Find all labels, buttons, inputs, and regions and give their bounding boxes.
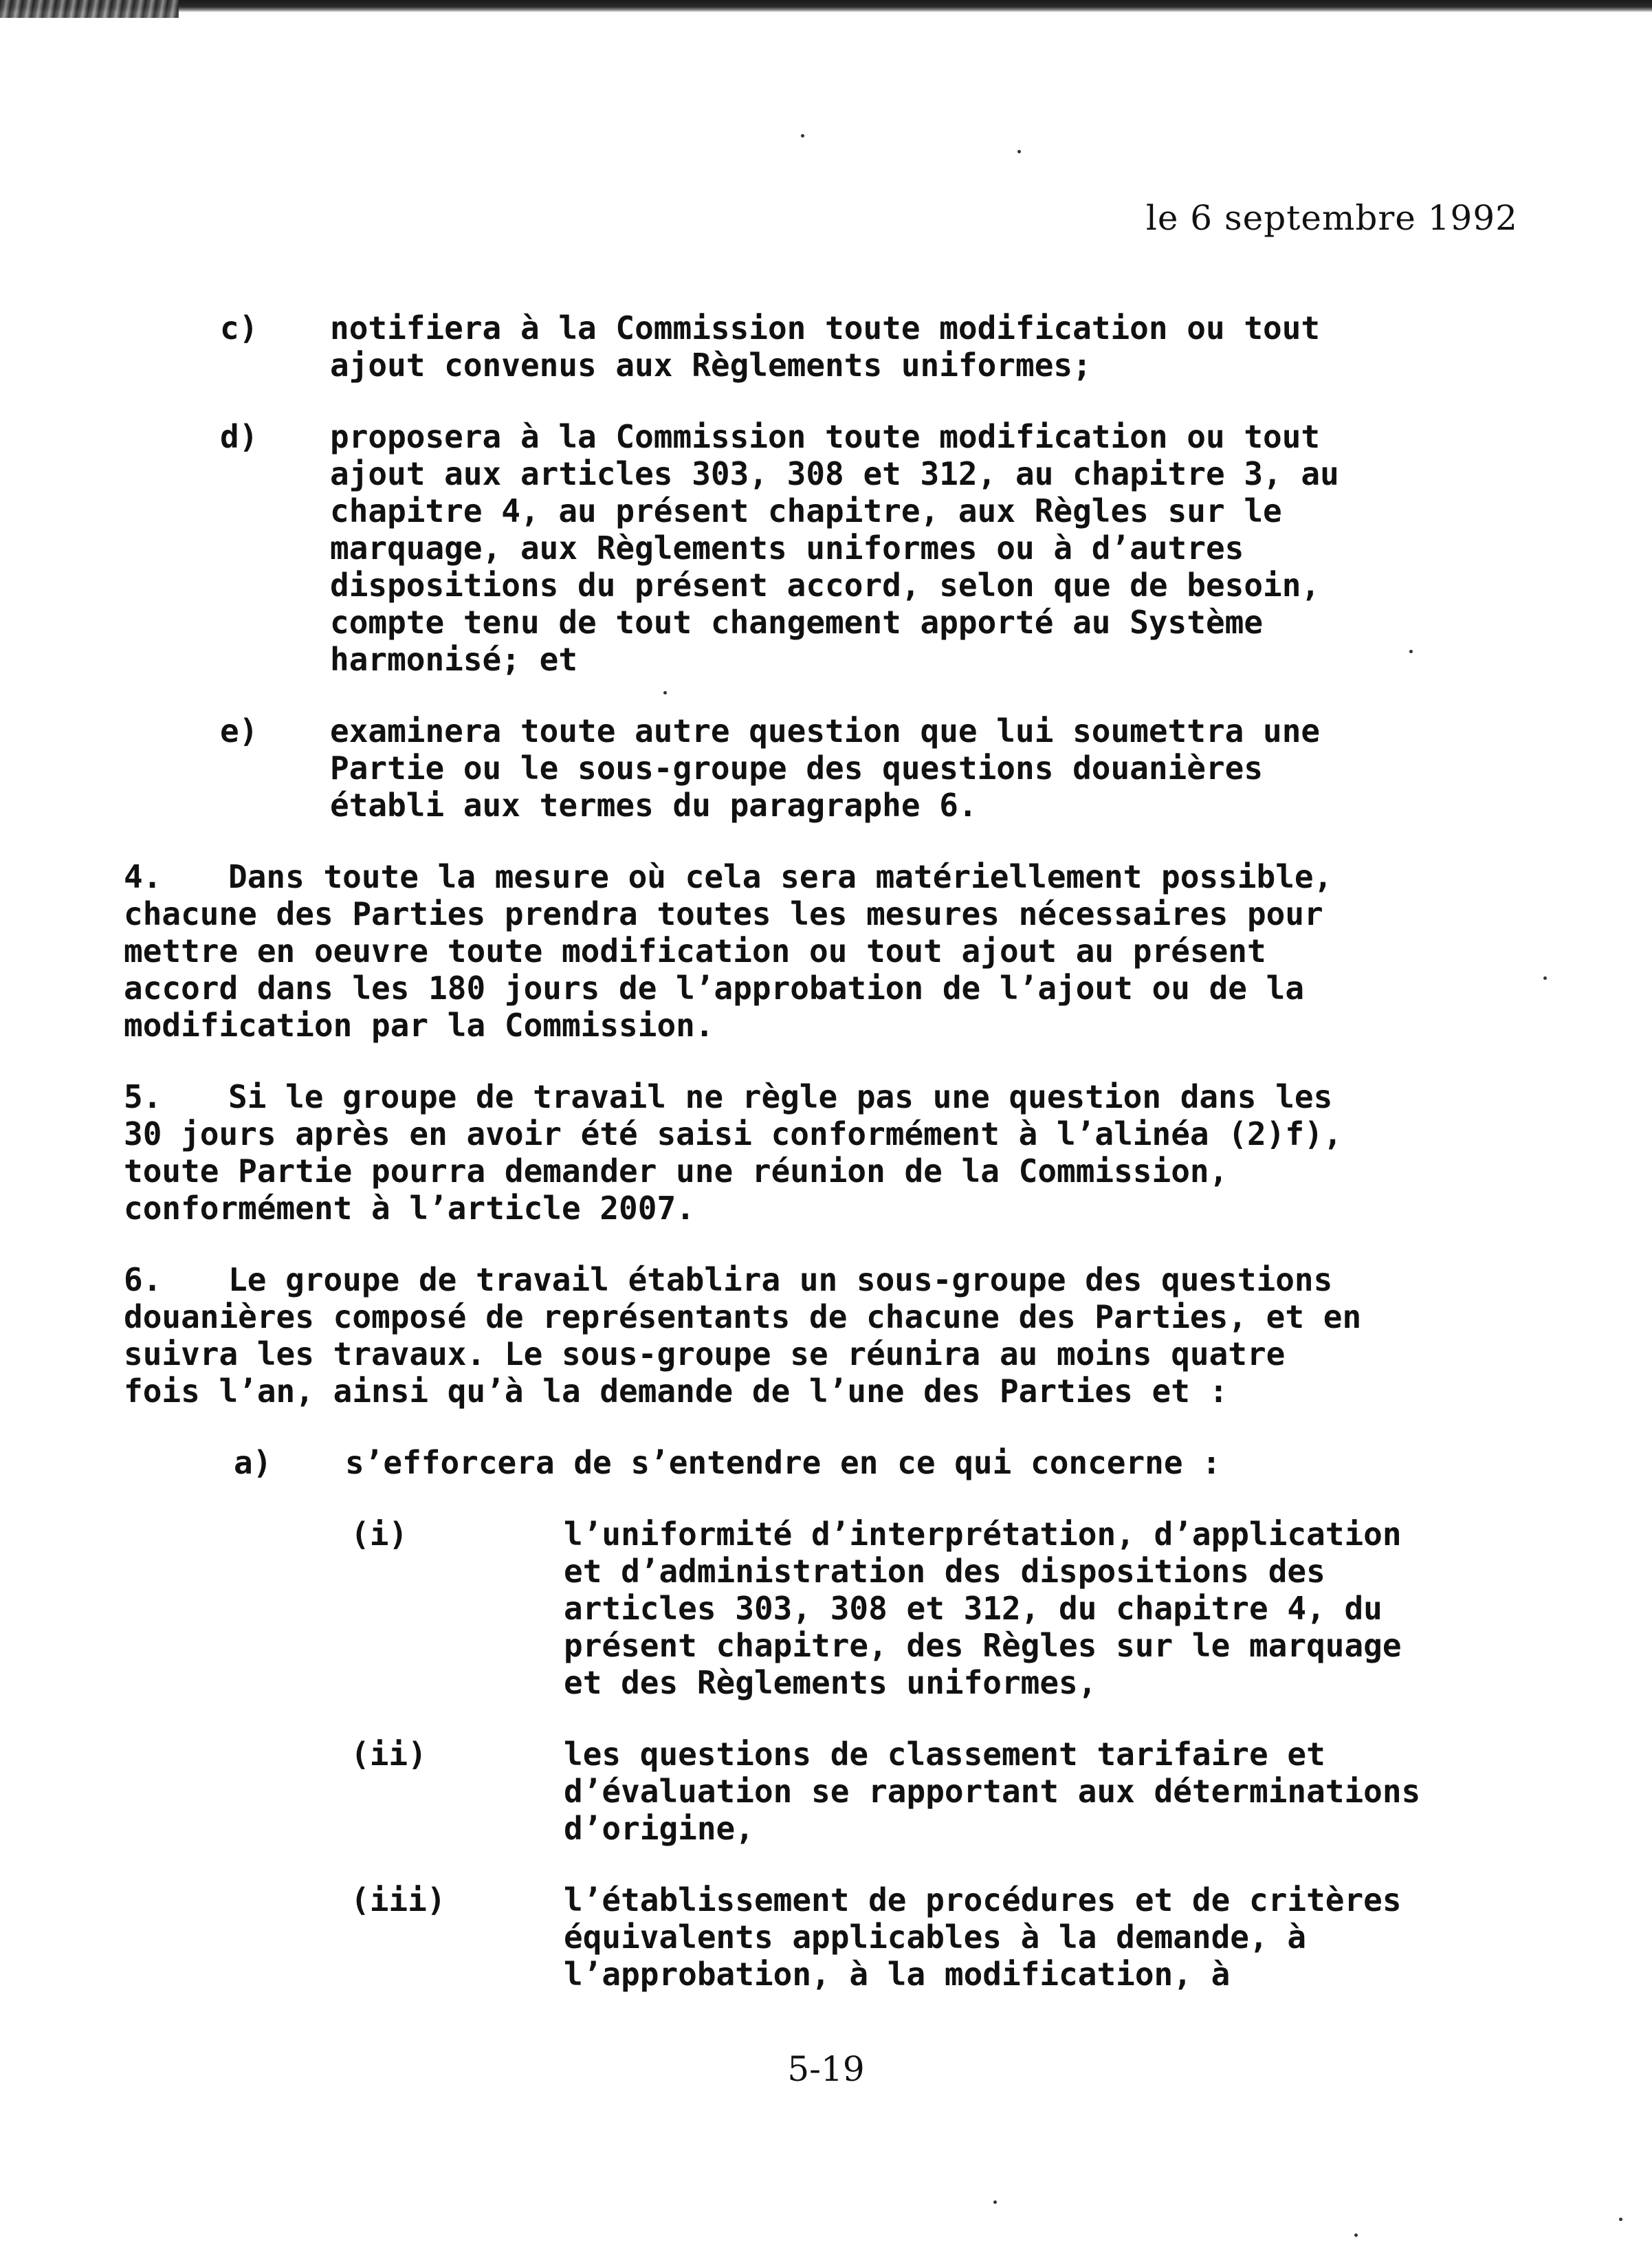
document-body — [124, 309, 1554, 2027]
scan-corner-artifact — [0, 0, 179, 18]
list-marker: (iii) — [351, 1881, 446, 1918]
page-number: 5-19 — [787, 2049, 865, 2089]
list-item-text: l’établissement de procédures et de critères équivalents applicables à la demande, à l’approbation, à la modification, à — [564, 1881, 1402, 1993]
list-marker: (ii) — [351, 1736, 427, 1773]
list-item-text: examinera toute autre question que lui soumettra une Partie ou le sous-groupe des questions douanières établi aux termes du paragraphe 6. — [330, 712, 1321, 824]
list-marker: e) — [220, 712, 258, 750]
paragraph-number: 5. — [124, 1078, 162, 1115]
list-item-c — [124, 309, 1554, 384]
sub-sub-item-i — [124, 1516, 1554, 1701]
paragraph-number: 4. — [124, 858, 162, 895]
document-date: le 6 septembre 1992 — [1145, 198, 1518, 238]
scan-speck — [993, 2200, 997, 2204]
paragraph-6 — [124, 1261, 1554, 1410]
list-item-text: s’efforcera de s’entendre en ce qui concerne : — [345, 1444, 1221, 1481]
paragraph-5 — [124, 1078, 1554, 1227]
list-item-text: proposera à la Commission toute modification ou tout ajout aux articles 303, 308 et 312, au chapitre 3, au chapitre 4, au présent chapitre, aux Règles sur le marquage, aux Règlements uniformes ou à d’autres dispositions du présent accord, selon que de besoin, compte tenu de tout changement apporté au Système harmonisé; et — [330, 418, 1339, 678]
scan-speck — [801, 134, 804, 138]
sub-item-a — [124, 1444, 1554, 1481]
list-marker: d) — [220, 418, 258, 455]
sub-sub-item-ii — [124, 1736, 1554, 1847]
paragraph-text: Le groupe de travail établira un sous-groupe des questions douanières composé de représentants de chacune des Parties, et en suivra les travaux. Le sous-groupe se réunira au moins quatre fois l’an, ainsi qu’à la demande de l’une des Parties et : — [124, 1261, 1362, 1410]
scan-speck — [1619, 2218, 1622, 2221]
paragraph-text: Si le groupe de travail ne règle pas une question dans les 30 jours après en avoir été saisi conformément à l’alinéa (2)f), toute Partie pourra demander une réunion de la Commission, conformément à l’article 2007. — [124, 1078, 1343, 1227]
list-marker: a) — [234, 1444, 272, 1481]
paragraph-number: 6. — [124, 1261, 162, 1298]
list-marker: (i) — [351, 1516, 408, 1553]
list-item-e — [124, 712, 1554, 824]
list-marker: c) — [220, 309, 258, 347]
list-item-text: l’uniformité d’interprétation, d’application et d’administration des dispositions des articles 303, 308 et 312, du chapitre 4, du présent chapitre, des Règles sur le marquage et des Règlements uniformes, — [564, 1516, 1402, 1701]
scan-speck — [1017, 150, 1021, 153]
paragraph-4 — [124, 858, 1554, 1044]
sub-sub-item-iii — [124, 1881, 1554, 1993]
paragraph-text: Dans toute la mesure où cela sera matériellement possible, chacune des Parties prendra toutes les mesures nécessaires pour mettre en oeuvre toute modification ou tout ajout au présent accord dans les 180 jours de l’approbation de l’ajout ou de la modification par la Commission. — [124, 858, 1333, 1044]
list-item-text: notifiera à la Commission toute modification ou tout ajout convenus aux Règlements uniformes; — [330, 309, 1321, 384]
scan-speck — [1354, 2233, 1358, 2237]
list-item-d — [124, 418, 1554, 678]
scan-top-edge — [0, 0, 1652, 12]
list-item-text: les questions de classement tarifaire et d’évaluation se rapportant aux déterminations d’origine, — [564, 1736, 1421, 1847]
